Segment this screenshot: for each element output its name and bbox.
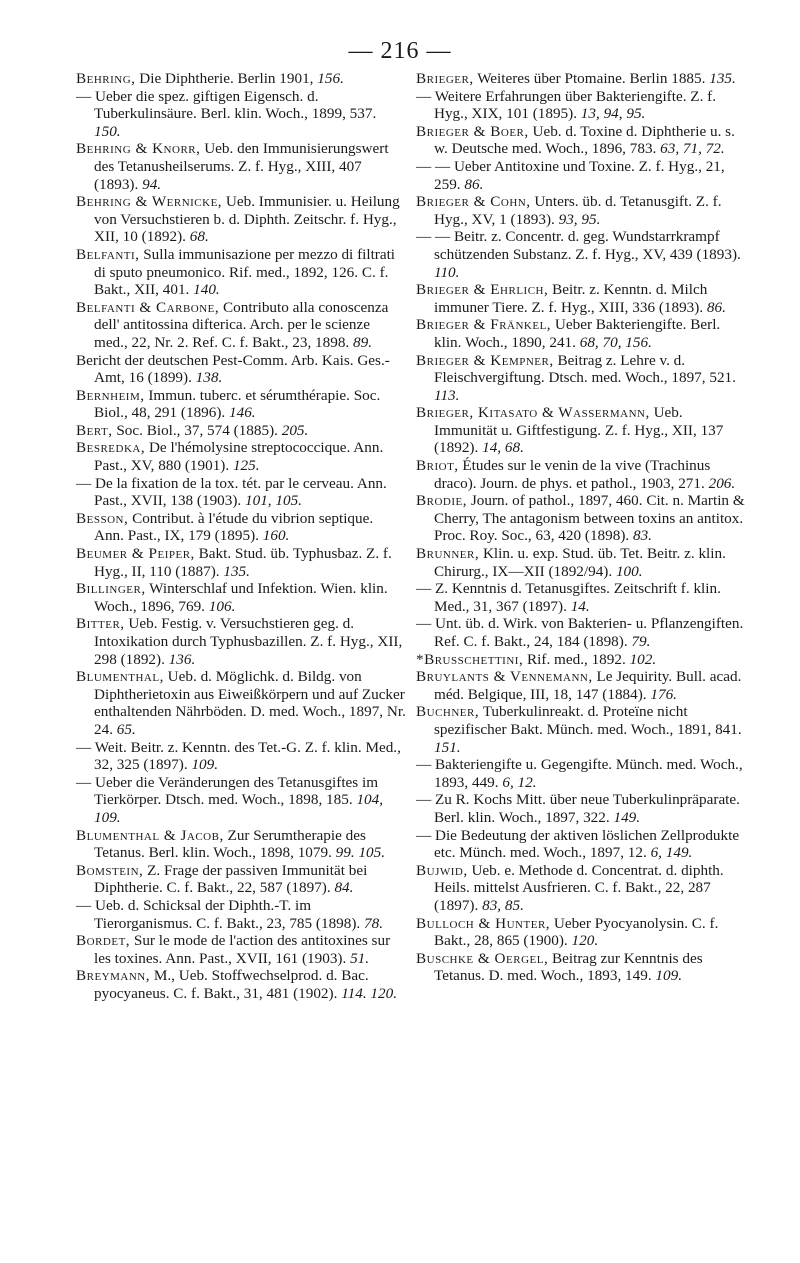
citation-text: Die Diphtherie. Berlin 1901, bbox=[139, 70, 314, 87]
page-reference: 109. bbox=[191, 756, 219, 774]
citation-text: Bakt. Stud. üb. Typhusbaz. Z. f. Hyg., II, 110 (1887). bbox=[94, 545, 392, 580]
author-name: Brieger, Kitasato & Wassermann, bbox=[416, 404, 650, 422]
right-column bbox=[416, 70, 746, 985]
citation-text: Ueb. den Immunisierungswert des Tetanusheilserums. Z. f. Hyg., XIII, 407 (1893). bbox=[94, 140, 389, 193]
bibliography-entry bbox=[416, 316, 746, 351]
page-reference: 65. bbox=[116, 720, 136, 738]
bibliography-entry bbox=[76, 774, 406, 827]
bibliography-entry bbox=[416, 123, 746, 158]
page-reference: 156. bbox=[317, 70, 344, 87]
author-name: Buchner, bbox=[416, 703, 480, 721]
page-reference: 6, 12. bbox=[502, 773, 537, 791]
page-reference: 146. bbox=[229, 404, 256, 422]
bibliography-entry bbox=[76, 897, 406, 932]
bibliography-entry bbox=[76, 932, 406, 967]
page-reference: 99. 105. bbox=[335, 844, 386, 862]
citation-text: Journ. of pathol., 1897, 460. Cit. n. Martin & Cherry, The antagonism between toxins an antitox. Proc. Roy. Soc., 63, 420 (1898). bbox=[434, 492, 745, 545]
page-reference: 176. bbox=[650, 685, 677, 703]
author-name: Brieger & Fränkel, bbox=[416, 316, 552, 334]
page-reference: 151. bbox=[434, 738, 461, 756]
citation-text: Zur Serumtherapie des Tetanus. Berl. klin. Woch., 1898, 1079. bbox=[94, 826, 366, 862]
author-name: Brunner, bbox=[416, 545, 480, 563]
page-reference: 83, 85. bbox=[482, 896, 524, 914]
left-column bbox=[76, 70, 406, 1002]
page-reference: 78. bbox=[364, 914, 383, 932]
bibliography-entry bbox=[76, 668, 406, 738]
citation-text: M., Ueb. Stoffwechselprod. d. Bac. pyocyaneus. C. f. Bakt., 31, 481 (1902). bbox=[94, 967, 369, 1002]
citation-text: Contribut. à l'étude du vibrion septique. Ann. Past., IX, 179 (1895). bbox=[94, 509, 374, 545]
author-name: Bernheim, bbox=[76, 386, 145, 404]
page-reference: 125. bbox=[232, 457, 260, 475]
bibliography-entry bbox=[76, 70, 406, 88]
bibliography-entry bbox=[416, 615, 746, 650]
page-reference: 150. bbox=[94, 122, 121, 140]
page-reference: 13, 94, 95. bbox=[580, 105, 646, 123]
author-name: Brieger & Boer, bbox=[416, 122, 529, 140]
page-reference: 93, 95. bbox=[558, 210, 601, 228]
citation-text: Sulla immunisazione per mezzo di filtrati di sputo pneumonico. Rif. med., 1892, 126. C. f. Bakt., XII, 401. bbox=[94, 245, 396, 299]
citation-text: — Ueber die Veränderungen des Tetanusgiftes im Tierkörper. Dtsch. med. Woch., 1898, 185. bbox=[76, 773, 379, 809]
citation-text: Beitrag z. Lehre v. d. Fleischvergiftung. Dtsch. med. Woch., 1897, 521. bbox=[434, 351, 736, 387]
page-reference: 109. bbox=[655, 967, 682, 985]
page-reference: 113. bbox=[434, 386, 460, 404]
citation-text: Z. Frage der passiven Immunität bei Diphtherie. C. f. Bakt., 22, 587 (1897). bbox=[94, 861, 368, 897]
bibliography-entry bbox=[416, 457, 746, 492]
author-name: Bomstein, bbox=[76, 861, 144, 879]
citation-text: Beitr. z. Kenntn. d. Milch immuner Tiere. Z. f. Hyg., XIII, 336 (1893). bbox=[434, 281, 708, 316]
author-name: Buschke & Oergel, bbox=[416, 949, 549, 967]
author-name: Belfanti, bbox=[76, 245, 140, 263]
author-name: Besson, bbox=[76, 509, 129, 527]
page-reference: 114. 120. bbox=[341, 984, 398, 1002]
page-reference: 102. bbox=[629, 650, 657, 668]
citation-text: — Die Bedeutung der aktiven löslichen Zellprodukte etc. Münch. med. Woch., 1897, 12. bbox=[416, 826, 740, 862]
author-name: Behring & Wernicke, bbox=[76, 193, 223, 211]
author-name: Breymann, bbox=[76, 967, 151, 985]
author-name: Billinger, bbox=[76, 580, 146, 598]
author-name: Brieger & Cohn, bbox=[416, 193, 531, 211]
bibliography-entry bbox=[416, 703, 746, 756]
citation-text: — Weit. Beitr. z. Kenntn. des Tet.-G. Z. f. klin. Med., 32, 325 (1897). bbox=[76, 738, 401, 774]
page-reference: 14. bbox=[570, 597, 590, 615]
citation-text: Ueb. e. Methode d. Concentrat. d. diphth. Heils. mittelst Ausfrieren. C. f. Bakt., 22, 287 (1897). bbox=[434, 861, 724, 914]
author-name: Brieger & Ehrlich, bbox=[416, 281, 549, 299]
citation-text: — De la fixation de la tox. tét. par le cerveau. Ann. Past., XVII, 138 (1903). bbox=[76, 474, 387, 510]
author-name: *Brusschettini, bbox=[416, 650, 524, 668]
bibliography-entry bbox=[76, 615, 406, 668]
citation-text: Ueber Pyocyanolysin. C. f. Bakt., 28, 865 (1900). bbox=[434, 914, 719, 950]
bibliography-entry bbox=[76, 439, 406, 474]
author-name: Briot, bbox=[416, 457, 459, 475]
author-name: Belfanti & Carbone, bbox=[76, 298, 220, 316]
bibliography-entry bbox=[416, 862, 746, 915]
citation-text: Contributo alla conoscenza dell' antitossina difterica. Arch. per le scienze med., 22, Nr. 2. Ref. C. f. Bakt., 23, 1898. bbox=[94, 298, 389, 351]
bibliography-entry bbox=[76, 580, 406, 615]
citation-text: — Bakteriengifte u. Gegengifte. Münch. med. Woch., 1893, 449. bbox=[416, 756, 743, 791]
page-reference: 94. bbox=[142, 175, 162, 193]
author-name: Bruylants & Vennemann, bbox=[416, 668, 593, 686]
bibliography-entry bbox=[76, 739, 406, 774]
citation-text: Ueb. d. Möglichk. d. Bildg. von Diphtherietoxin aus Eiweißkörpern und auf Zucker enthaltenden Nährböden. D. med. Woch., 1897, Nr. 24. bbox=[94, 668, 406, 738]
bibliography-entry bbox=[416, 158, 746, 193]
page-reference: 135. bbox=[709, 70, 736, 87]
page-reference: 104, 109. bbox=[94, 791, 384, 826]
page-reference: 86. bbox=[706, 298, 726, 316]
citation-text: — Zu R. Kochs Mitt. über neue Tuberkulinpräparate. Berl. klin. Woch., 1897, 322. bbox=[416, 791, 740, 826]
bibliography-entry bbox=[76, 510, 406, 545]
citation-text: Bericht der deutschen Pest-Comm. Arb. Kais. Ges.-Amt, 16 (1899). bbox=[76, 351, 390, 387]
author-name: Brieger & Kempner, bbox=[416, 351, 554, 369]
bibliography-entry bbox=[416, 88, 746, 123]
page-reference: 68. bbox=[189, 228, 209, 246]
citation-text: — Ueb. d. Schicksal der Diphth.-T. im Tierorganismus. C. f. Bakt., 23, 785 (1898). bbox=[76, 896, 361, 932]
bibliography-entry bbox=[76, 862, 406, 897]
bibliography-entry bbox=[416, 756, 746, 791]
bibliography-entry bbox=[76, 475, 406, 510]
page-reference: 79. bbox=[631, 633, 651, 650]
citation-text: Unters. üb. d. Tetanusgift. Z. f. Hyg., XV, 1 (1893). bbox=[434, 193, 722, 228]
citation-text: Sur le mode de l'action des antitoxines sur les toxines. Ann. Past., XVII, 161 (1903). bbox=[94, 932, 391, 967]
citation-text: — Ueber die spez. giftigen Eigensch. d. Tuberkulinsäure. Berl. klin. Woch., 1899, 537. bbox=[76, 87, 377, 123]
citation-text: Winterschlaf und Infektion. Wien. klin. Woch., 1896, 769. bbox=[94, 580, 388, 615]
bibliography-entry bbox=[416, 545, 746, 580]
page-reference: 149. bbox=[613, 808, 641, 826]
page-reference: 89. bbox=[353, 333, 372, 351]
page-reference: 110. bbox=[434, 263, 460, 281]
citation-text: De l'hémolysine streptococcique. Ann. Past., XV, 880 (1901). bbox=[94, 439, 384, 475]
bibliography-entry bbox=[416, 827, 746, 862]
citation-text: — — Beitr. z. Concentr. d. geg. Wundstarrkrampf schützenden Substanz. Z. f. Hyg., XV, 439 (1893). bbox=[416, 228, 741, 263]
author-name: Brieger, bbox=[416, 70, 474, 87]
bibliography-entry bbox=[76, 827, 406, 862]
bibliography-entry bbox=[76, 88, 406, 141]
author-name: Blumenthal, bbox=[76, 668, 164, 686]
bibliography-entry bbox=[416, 492, 746, 545]
citation-text: — — Ueber Antitoxine und Toxine. Z. f. Hyg., 21, 259. bbox=[416, 157, 725, 193]
bibliography-entry bbox=[416, 791, 746, 826]
bibliography-entry bbox=[76, 967, 406, 1002]
bibliography-entry bbox=[416, 404, 746, 457]
bibliography-entry bbox=[76, 387, 406, 422]
page-reference: 63, 71, 72. bbox=[660, 140, 725, 158]
citation-text: — Unt. üb. d. Wirk. von Bakterien- u. Pflanzengiften. Ref. C. f. Bakt., 24, 184 (1898). bbox=[416, 615, 744, 650]
citation-text: Études sur le venin de la vive (Trachinus draco). Journ. de phys. et pathol., 1903, 271. bbox=[434, 457, 711, 492]
page-reference: 138. bbox=[195, 369, 223, 387]
author-name: Bordet, bbox=[76, 932, 131, 950]
citation-text: Ueber Bakteriengifte. Berl. klin. Woch., 1890, 241. bbox=[434, 316, 721, 351]
page-number: — 216 — bbox=[348, 38, 452, 64]
page-reference: 140. bbox=[193, 281, 220, 299]
bibliography-entry bbox=[76, 246, 406, 299]
page-reference: 135. bbox=[223, 562, 250, 580]
bibliography-entry bbox=[416, 950, 746, 985]
page-reference: 51. bbox=[350, 949, 370, 967]
citation-text: Le Jequirity. Bull. acad. méd. Belgique, III, 18, 147 (1884). bbox=[434, 668, 742, 703]
bibliography-entry bbox=[416, 193, 746, 228]
page-reference: 86. bbox=[464, 175, 484, 193]
citation-text: Ueb. Immunisier. u. Heilung von Versuchstieren b. d. Diphth. Zeitschr. f. Hyg., XII, 10 (1892). bbox=[94, 193, 400, 246]
page-reference: 14, 68. bbox=[482, 439, 524, 457]
author-name: Besredka, bbox=[76, 439, 146, 457]
page-reference: 205. bbox=[281, 421, 309, 439]
author-name: Bulloch & Hunter, bbox=[416, 914, 551, 932]
bibliography-entry bbox=[416, 651, 746, 669]
bibliography-entry bbox=[76, 422, 406, 440]
bibliography-entry bbox=[76, 299, 406, 352]
page-reference: 83. bbox=[632, 527, 652, 545]
bibliography-entry bbox=[416, 580, 746, 615]
bibliography-entry bbox=[416, 228, 746, 281]
citation-text: Tuberkulinreakt. d. Proteïne nicht spezifischer Bakt. Münch. med. Woch., 1891, 841. bbox=[434, 703, 742, 738]
bibliography-entry bbox=[416, 915, 746, 950]
bibliography-entry bbox=[76, 140, 406, 193]
author-name: Behring & Knorr, bbox=[76, 140, 201, 158]
citation-text: Soc. Biol., 37, 574 (1885). bbox=[116, 421, 278, 439]
citation-text: Ueb. Festig. v. Versuchstieren geg. d. Intoxikation durch Typhusbazillen. Z. f. Hyg., XII, 298 (1892). bbox=[94, 615, 403, 668]
author-name: Behring, bbox=[76, 70, 136, 87]
page-reference: 100. bbox=[615, 562, 643, 580]
bibliography-entry bbox=[76, 193, 406, 246]
page-reference: 120. bbox=[571, 932, 599, 950]
author-name: Blumenthal & Jacob, bbox=[76, 826, 224, 844]
page-reference: 101, 105. bbox=[245, 492, 302, 510]
page-reference: 68, 70, 156. bbox=[579, 333, 652, 351]
citation-text: Ueb. d. Toxine d. Diphtherie u. s. w. Deutsche med. Woch., 1896, 783. bbox=[434, 122, 735, 158]
page-reference: 106. bbox=[208, 597, 236, 615]
bibliography-entry bbox=[416, 352, 746, 405]
bibliography-entry bbox=[76, 545, 406, 580]
page-reference: 84. bbox=[334, 879, 354, 897]
author-name: Beumer & Peiper, bbox=[76, 545, 195, 563]
citation-text: — Z. Kenntnis d. Tetanusgiftes. Zeitschrift f. klin. Med., 31, 367 (1897). bbox=[416, 580, 721, 615]
page-reference: 206. bbox=[708, 474, 736, 492]
citation-text: Immun. tuberc. et sérumthérapie. Soc. Biol., 48, 291 (1896). bbox=[94, 386, 381, 422]
citation-text: Ueb. Immunität u. Giftfestigung. Z. f. Hyg., XII, 137 (1892). bbox=[434, 404, 724, 457]
bibliography-entry bbox=[416, 281, 746, 316]
author-name: Brodie, bbox=[416, 492, 468, 510]
citation-text: Weiteres über Ptomaine. Berlin 1885. bbox=[477, 70, 706, 87]
page-reference: 6, 149. bbox=[650, 844, 693, 862]
citation-text: Beitrag zur Kenntnis des Tetanus. D. med. Woch., 1893, 149. bbox=[434, 949, 703, 985]
bibliography-entry bbox=[416, 70, 746, 88]
citation-text: Klin. u. exp. Stud. üb. Tet. Beitr. z. klin. Chirurg., IX—XII (1892/94). bbox=[434, 545, 726, 580]
author-name: Bert, bbox=[76, 421, 113, 439]
citation-text: — Weitere Erfahrungen über Bakteriengifte. Z. f. Hyg., XIX, 101 (1895). bbox=[416, 87, 717, 123]
citation-text: Rif. med., 1892. bbox=[527, 650, 626, 668]
bibliography-entry bbox=[76, 352, 406, 387]
author-name: Bitter, bbox=[76, 615, 125, 633]
page-reference: 136. bbox=[168, 650, 196, 668]
bibliography-entry bbox=[416, 668, 746, 703]
author-name: Bujwid, bbox=[416, 861, 468, 879]
page-reference: 160. bbox=[262, 527, 290, 545]
